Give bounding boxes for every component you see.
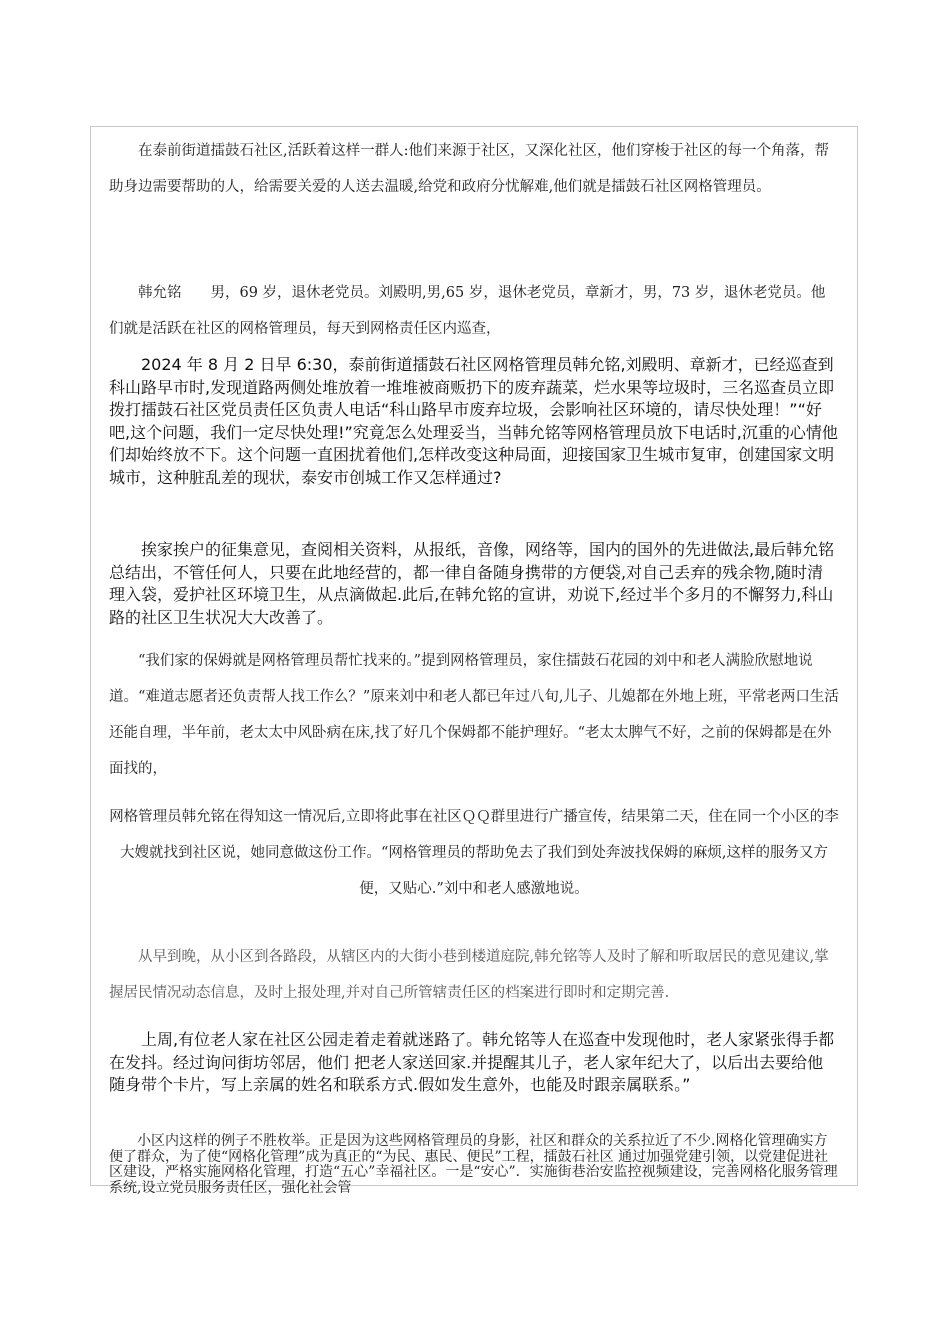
- paragraph-summary: 小区内这样的例子不胜枚举。正是因为这些网格管理员的身影，社区和群众的关系拉近了不少.网格化管理确实方便了群众，为了使“网格化管理”成为真正的“为民、惠民、便民”工程，擂鼓石社区 通过加强党建引领，以党建促进社区建设，严格实施网格化管理，打造“五心”幸福社区。一是“安心”．实施街巷治安监控视频建设，完善网格化服务管理系统,设立党员服务责任区，强化社会管: [109, 1133, 838, 1196]
- paragraph-daily-work: 从早到晚，从小区到各路段，从辖区内的大街小巷到楼道庭院,韩允铭等人及时了解和听取居民的意见建议,掌握居民情况动态信息，及时上报处理,并对自己所管辖责任区的档案进行即时和定期完善.: [109, 949, 829, 1001]
- paragraph-intro: 在泰前街道擂鼓石社区,活跃着这样一群人:他们来源于社区，又深化社区，他们穿梭于社区的每一个角落，帮助身边需要帮助的人，给需要关爱的人送去温暖,给党和政府分忧解难,他们就是擂鼓石社区网格管理员。: [109, 143, 829, 195]
- paragraph-solution: 挨家挨户的征集意见，查阅相关资料，从报纸，音像，网络等，国内的国外的先进做法,最后韩允铭总结出，不管任何人，只要在此地经营的，都一律自备随身携带的方便袋,对自己丢弃的残余物,随时清理入袋，爱护社区环境卫生，从点滴做起.此后,在韩允铭的宣讲，劝说下,经过半个多月的不懈努力,科山路的社区卫生状况大大改善了。: [109, 540, 835, 627]
- paragraph-morning-patrol: 2024 年 8 月 2 日早 6:30，泰前街道擂鼓石社区网格管理员韩允铭,刘殿明、章新才，已经巡查到科山路早市时,发现道路两侧处堆放着一堆堆被商贩扔下的废弃蔬菜，烂水果等垃圾时，三名巡查员立即拨打擂鼓石社区党员责任区负责人电话“科山路早市废弃垃圾，会影响社区环境的，请尽快处理！”“好吧,这个问题，我们一定尽快处理!”究竟怎么处理妥当，当韩允铭等网格管理员放下电话时,沉重的心情他们却始终放不下。这个问题一直困扰着他们,怎样改变这种局面，迎接国家卫生城市复审，创建国家文明城市，这种脏乱差的现状，泰安市创城工作又怎样通过?: [109, 355, 838, 487]
- paragraph-nanny: “我们家的保姆就是网格管理员帮忙找来的。”提到网格管理员，家住擂鼓石花园的刘中和老人满脸欣慰地说道。“难道志愿者还负责帮人找工作么？”原来刘中和老人都已年过八旬,儿子、儿媳都在外地上班，平常老两口生活还能自理，半年前，老太太中风卧病在床,找了好几个保姆都不能护理好。“老太太脾气不好，之前的保姆都是在外面找的，: [109, 653, 839, 777]
- document-page: [90, 126, 858, 1196]
- paragraph-members: 韩允铭 男，69 岁，退休老党员。刘殿明,男,65 岁，退休老党员，章新才，男，73 岁，退休老党员。他们就是活跃在社区的网格管理员，每天到网格责任区内巡查，: [109, 285, 826, 337]
- paragraph-qq-group: 网格管理员韩允铭在得知这一情况后,立即将此事在社区ＱＱ群里进行广播宣传，结果第二天，住在同一个小区的李大嫂就找到社区说，她同意做这份工作。“网格管理员的帮助免去了我们到处奔波找保姆的麻烦,这样的服务又方便，又贴心.”刘中和老人感激地说。: [109, 809, 839, 897]
- paragraph-lost-elder: 上周,有位老人家在社区公园走着走着就迷路了。韩允铭等人在巡查中发现他时，老人家紧张得手都在发抖。经过询问街坊邻居，他们 把老人家送回家.并提醒其儿子，老人家年纪大了，以后出去要给他随身带个卡片，写上亲属的姓名和联系方式.假如发生意外，也能及时跟亲属联系。”: [109, 1030, 835, 1094]
